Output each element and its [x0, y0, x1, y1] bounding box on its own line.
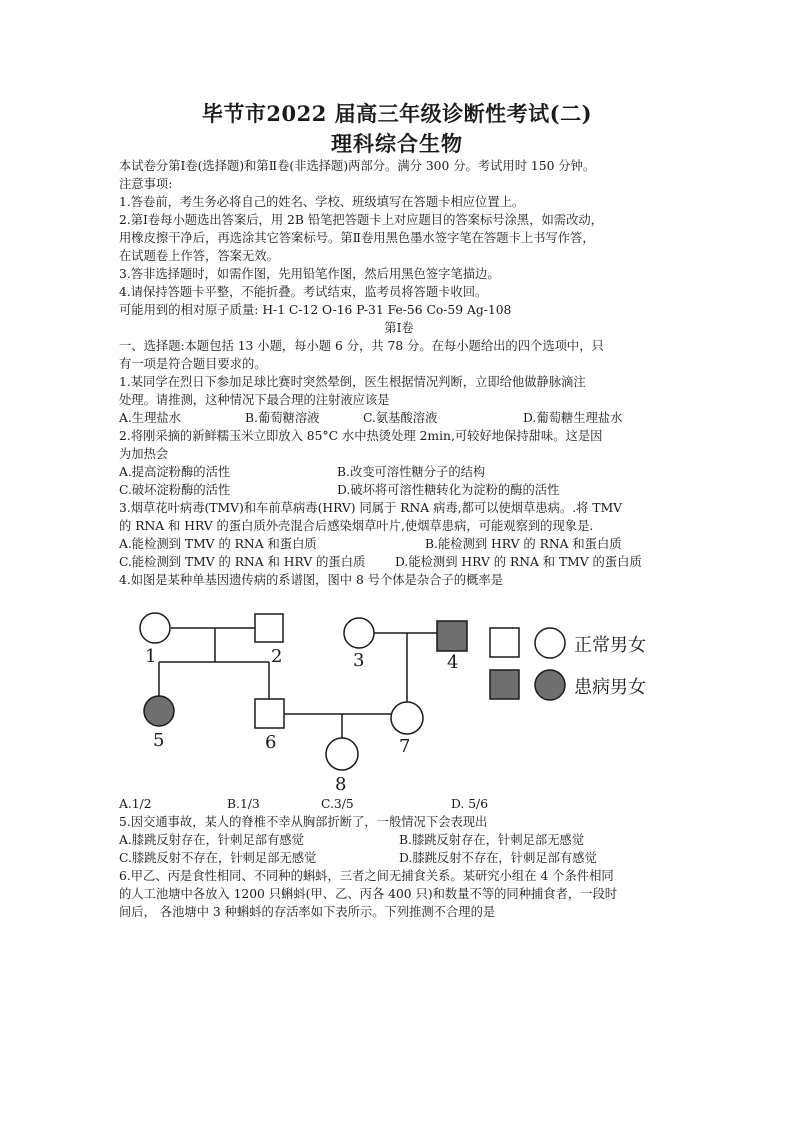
legend-normal-female-icon — [535, 628, 565, 658]
q2-option-b: B.改变可溶性糖分子的结构 — [337, 465, 486, 479]
q5-stem: 5.因交通事故，某人的脊椎不幸从胸部折断了，一般情况下会表现出 — [119, 815, 488, 829]
q5-option-d: D.膝跳反射不存在，针刺足部有感觉 — [399, 851, 597, 865]
exam-body — [119, 157, 679, 589]
q5-option-a: A.膝跳反射存在，针刺足部有感觉 — [119, 833, 304, 847]
intro-line: 4.请保持答题卡平整，不能折叠。考试结束，监考员将答题卡收回。 — [119, 285, 488, 299]
individual-8-normal-female — [326, 738, 358, 770]
individual-3-normal-female — [344, 618, 374, 648]
q4-option-a: A.1/2 — [119, 797, 152, 811]
intro-line: 本试卷分第Ⅰ卷(选择题)和第Ⅱ卷(非选择题)两部分。满分 300 分。考试用时 150 分钟。 — [119, 159, 596, 173]
q2-options — [119, 463, 679, 481]
label-5: 5 — [153, 730, 165, 751]
q4-stem: 4.如图是某种单基因遗传病的系谱图，图中 8 号个体是杂合子的概率是 — [119, 573, 503, 587]
label-2: 2 — [271, 646, 283, 667]
q2-stem: 为加热会 — [119, 447, 169, 461]
legend-normal-male-icon — [490, 628, 519, 657]
q4-option-d: D. 5/6 — [451, 797, 489, 811]
label-7: 7 — [399, 736, 411, 757]
label-3: 3 — [353, 650, 365, 671]
intro-line: 可能用到的相对原子质量: H-1 C-12 O-16 P-31 Fe-56 Co-59 Ag-108 — [119, 303, 512, 317]
pedigree-diagram — [119, 606, 679, 796]
label-6: 6 — [265, 732, 277, 753]
q5-option-b: B.膝跳反射存在，针刺足部无感觉 — [399, 833, 585, 847]
exam-title: 毕节市2022 届高三年级诊断性考试(二) — [201, 101, 593, 126]
q2-option-c: C.破坏淀粉酶的活性 — [119, 483, 231, 497]
intro-line: 3.答非选择题时，如需作图，先用铅笔作图，然后用黑色签字笔描边。 — [119, 267, 500, 281]
intro-line: 用橡皮擦干净后，再选涂其它答案标号。第Ⅱ卷用黑色墨水签字笔在答题卡上书写作答， — [119, 231, 595, 245]
q4-option-c: C.3/5 — [321, 797, 354, 811]
intro-line: 在试题卷上作答，答案无效。 — [119, 249, 279, 263]
section-intro: 一、选择题:本题包括 13 小题，每小题 6 分，共 78 分。在每小题给出的四个选项中，只 — [119, 339, 604, 353]
intro-line: 注意事项: — [119, 177, 173, 191]
q1-stem: 1.某同学在烈日下参加足球比赛时突然晕倒，医生根据情况判断，立即给他做静脉滴注 — [119, 375, 586, 389]
intro-line: 2.第Ⅰ卷每小题选出答案后，用 2B 铅笔把答题卡上对应题目的答案标号涂黑，如需改动， — [119, 213, 603, 227]
section-intro: 有一项是符合题目要求的。 — [119, 357, 267, 371]
individual-4-affected-male — [437, 621, 467, 651]
q2-stem: 2.将刚采摘的新鲜糯玉米立即放入 85°C 水中热烫处理 2min,可较好地保持甜味。这是因 — [119, 429, 603, 443]
q3-stem: 的 RNA 和 HRV 的蛋白质外壳混合后感染烟草叶片,使烟草患病，可能观察到的现象是. — [119, 519, 594, 533]
q4-options — [119, 795, 679, 813]
q5-options — [119, 831, 679, 849]
q2-option-d: D.破坏将可溶性糖转化为淀粉的酶的活性 — [337, 483, 560, 497]
legend-affected-female-icon — [535, 670, 565, 700]
q3-option-b: B.能检测到 HRV 的 RNA 和蛋白质 — [425, 537, 622, 551]
individual-5-affected-female — [144, 696, 174, 726]
q2-option-a: A.提高淀粉酶的活性 — [119, 465, 231, 479]
individual-6-normal-male — [255, 699, 284, 728]
q6-stem: 6.甲乙、丙是食性相同、不同种的蝌蚪，三者之间无捕食关系。某研究小组在 4 个条件相同 — [119, 869, 614, 883]
q1-stem: 处理。请推测，这种情况下最合理的注射液应该是 — [119, 393, 390, 407]
q1-option-c: C.氨基酸溶液 — [363, 411, 438, 425]
q5-options — [119, 849, 679, 867]
legend-affected-male-icon — [490, 670, 519, 699]
legend-normal-label: 正常男女 — [574, 635, 646, 656]
q3-option-c: C.能检测到 TMV 的 RNA 和 HRV 的蛋白质 — [119, 555, 366, 569]
q5-option-c: C.膝跳反射不存在，针刺足部无感觉 — [119, 851, 317, 865]
q2-options — [119, 481, 679, 499]
q1-option-d: D.葡萄糖生理盐水 — [523, 411, 623, 425]
q1-option-b: B.葡萄糖溶液 — [245, 411, 320, 425]
legend-affected-label: 患病男女 — [574, 677, 646, 698]
pedigree-legend — [490, 628, 646, 700]
section-title: 第Ⅰ卷 — [384, 321, 414, 335]
q3-option-a: A.能检测到 TMV 的 RNA 和蛋白质 — [119, 537, 317, 551]
exam-body-continued — [119, 813, 679, 921]
individual-2-normal-male — [255, 614, 283, 642]
individual-1-normal-female — [140, 613, 170, 643]
exam-subtitle: 理科综合生物 — [331, 131, 463, 156]
q1-option-a: A.生理盐水 — [119, 411, 181, 425]
q4-option-b: B.1/3 — [227, 797, 260, 811]
individual-7-normal-female — [391, 702, 423, 734]
label-8: 8 — [335, 774, 347, 795]
q3-options — [119, 553, 679, 571]
label-1: 1 — [145, 646, 157, 667]
q6-stem: 的人工池塘中各放入 1200 只蝌蚪(甲、乙、丙各 400 只)和数量不等的同种捕食者，一段时 — [119, 887, 618, 901]
q3-stem: 3.烟草花叶病毒(TMV)和车前草病毒(HRV) 同属于 RNA 病毒,都可以使烟草患病。.将 TMV — [119, 501, 623, 515]
q3-options — [119, 535, 679, 553]
intro-line: 1.答卷前，考生务必将自己的姓名、学校、班级填写在答题卡相应位置上。 — [119, 195, 525, 209]
q6-stem: 间后， 各池塘中 3 种蝌蚪的存活率如下表所示。下列推测不合理的是 — [119, 905, 496, 919]
q1-options — [119, 409, 679, 427]
label-4: 4 — [447, 652, 459, 673]
q3-option-d: D.能检测到 HRV 的 RNA 和 TMV 的蛋白质 — [395, 555, 642, 569]
